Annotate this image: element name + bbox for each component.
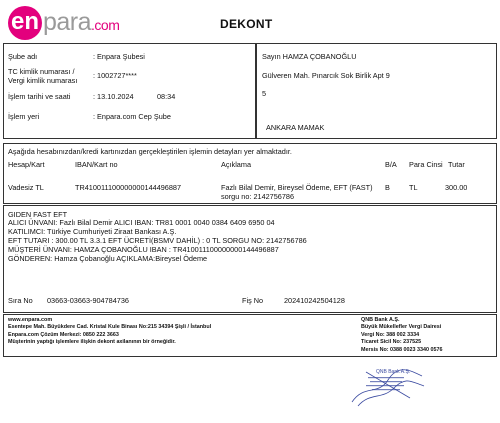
footer-website: www.enpara.com bbox=[8, 317, 53, 323]
footer-left bbox=[8, 317, 211, 347]
detail-line: KATILIMCI: Türkiye Cumhuriyeti Ziraat Bankası A.Ş. bbox=[8, 227, 177, 236]
info-text: Aşağıda hesabınızdan/kredi kartınızdan gerçekleştirilen işlemin detayları yer almaktadır. bbox=[8, 147, 292, 156]
header-amount: Tutar bbox=[448, 160, 465, 169]
enpara-logo bbox=[8, 6, 132, 40]
customer-city: ANKARA MAMAK bbox=[266, 123, 325, 132]
header-ba: B/A bbox=[385, 160, 397, 169]
detail-line: GIDEN FAST EFT bbox=[8, 210, 68, 219]
place-value: : Enpara.com Cep Şube bbox=[93, 112, 171, 121]
footer-trade-registry: Ticaret Sicil No: 237525 bbox=[361, 339, 422, 346]
header-iban: IBAN/Kart no bbox=[75, 160, 118, 169]
branch-value: : Enpara Şubesi bbox=[93, 52, 145, 61]
sira-label: Sıra No bbox=[8, 296, 33, 305]
header-currency: Para Cinsi bbox=[409, 160, 443, 169]
tc-label: TC kimlik numarası / bbox=[8, 67, 75, 76]
branch-label: Şube adı bbox=[8, 52, 38, 61]
row-account: Vadesiz TL bbox=[8, 183, 44, 192]
stamp-title: QNB Bank A.Ş. bbox=[376, 369, 411, 375]
fis-value: 202410242504128 bbox=[284, 296, 345, 305]
detail-line: GÖNDEREN: Hamza Çobanoğlu AÇIKLAMA:Bireysel Ödeme bbox=[8, 254, 208, 263]
time-value: 08:34 bbox=[157, 92, 176, 101]
detail-line: EFT TUTARI : 300.00 TL 3.3.1 EFT ÜCRETİ(BSMV DAHİL) : 0 TL SORGU NO: 2142756786 bbox=[8, 236, 307, 245]
footer-call-center: Enpara.com Çözüm Merkezi: 0850 222 3663 bbox=[8, 331, 119, 338]
place-label: İşlem yeri bbox=[8, 112, 40, 121]
row-iban: TR410011100000000144496887 bbox=[75, 183, 182, 192]
footer-right bbox=[361, 317, 443, 354]
footer-tax-no: Vergi No: 388 002 3334 bbox=[361, 331, 420, 338]
page-title: DEKONT bbox=[220, 17, 273, 31]
row-ba: B bbox=[385, 183, 390, 192]
row-amount: 300.00 bbox=[445, 183, 468, 192]
sira-value: 03663-03663-904784736 bbox=[47, 296, 129, 305]
fis-label: Fiş No bbox=[242, 296, 264, 305]
footer-bank-name: QNB Bank A.Ş. bbox=[361, 317, 400, 323]
logo-circle: en bbox=[8, 6, 42, 40]
date-value: : 13.10.2024 bbox=[93, 92, 134, 101]
footer-mersis: Mersis No: 0388 0023 3340 0576 bbox=[361, 346, 443, 353]
row-description-2: sorgu no: 2142756786 bbox=[221, 192, 295, 201]
customer-address-1: Gülveren Mah. Pınarcık Sok Birlik Apt 9 bbox=[262, 71, 390, 80]
customer-name: Sayın HAMZA ÇOBANOĞLU bbox=[262, 52, 357, 61]
logo-wordmark: para.com bbox=[43, 8, 120, 36]
footer-note: Müşterinin yaptığı işlemlere ilişkin dekont axilanının bir örneğidir. bbox=[8, 339, 176, 346]
footer-tax-office: Büyük Mükellefler Vergi Dairesi bbox=[361, 324, 442, 331]
detail-line: MÜŞTERİ ÜNVANI: HAMZA ÇOBANOĞLU IBAN : TR410011100000000144496887 bbox=[8, 245, 279, 254]
header-account: Hesap/Kart bbox=[8, 160, 45, 169]
detail-line: ALICI ÜNVANI: Fazlı Bilal Demir ALICI IBAN: TR81 0001 0040 0384 6409 6950 04 bbox=[8, 218, 275, 227]
customer-address-2: 5 bbox=[262, 89, 267, 98]
vkn-label: Vergi kimlik numarası bbox=[8, 76, 78, 85]
row-description: Fazlı Bilal Demir, Bireysel Ödeme, EFT (FAST) bbox=[221, 183, 373, 192]
tc-value: : 1002727**** bbox=[93, 71, 137, 80]
bank-stamp bbox=[348, 362, 428, 410]
footer-address: Esentepe Mah. Büyükdere Cad. Kristal Kule Binası No:215 34394 Şişli / İstanbul bbox=[8, 324, 212, 331]
date-label: İşlem tarihi ve saati bbox=[8, 92, 71, 101]
header-description: Açıklama bbox=[221, 160, 252, 169]
row-currency: TL bbox=[409, 183, 418, 192]
